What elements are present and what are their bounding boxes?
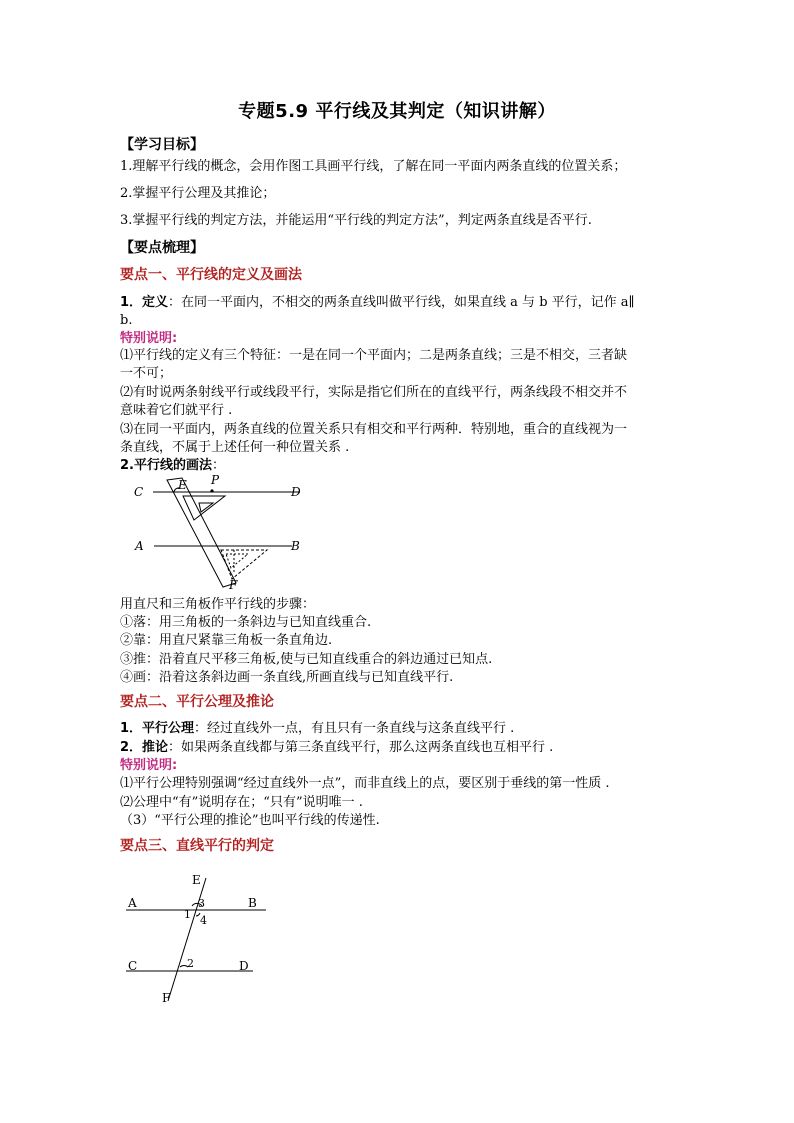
label-c: C <box>134 485 144 499</box>
kp2-axiom <box>120 720 680 738</box>
step-3: ③推：沿着直尺平移三角板,使与已知直线重合的斜边通过已知点. <box>120 652 493 667</box>
label-d: D <box>239 959 249 973</box>
corollary-text: ：如果两条直线都与第三条直线平行，那么这两条直线也互相平行 . <box>168 740 554 755</box>
step-4: ④画：沿着这条斜边画一条直线,所画直线与已知直线平行. <box>120 670 454 685</box>
transversal-figure <box>118 866 268 1006</box>
goals-heading: 【学习目标】 <box>120 137 204 153</box>
step-2: ②靠：用直尺紧靠三角板一条直角边. <box>120 633 333 648</box>
kp1-note-line-2: 一不可； <box>120 366 173 381</box>
kp1-note-line-5: ⑶在同一平面内，两条直线的位置关系只有相交和平行两种．特别地，重合的直线视为一 <box>120 422 628 437</box>
label-f: F <box>162 991 171 1005</box>
kp1-note-line-4: 意味着它们就平行 . <box>120 403 233 418</box>
kp1-note-line-6: 条直线，不属于上述任何一种位置关系 . <box>120 440 350 455</box>
angle-2: 2 <box>187 957 194 970</box>
label-d: D <box>291 485 301 499</box>
label-e: E <box>178 478 187 492</box>
kp1-note-line-1: ⑴平行线的定义有三个特征：一是在同一个平面内；二是两条直线；三是不相交，三者缺 <box>120 348 628 363</box>
kp1-note-line-3: ⑵有时说两条射线平行或线段平行，实际是指它们所在的直线平行，两条线段不相交并不 <box>120 385 628 400</box>
label-b: B <box>291 539 300 553</box>
steps-intro: 用直尺和三角板作平行线的步骤： <box>120 597 316 612</box>
point-p <box>210 489 213 492</box>
goal-item-2: 2.掌握平行公理及其推论； <box>120 186 276 201</box>
kp1-definition <box>120 294 680 312</box>
summary-heading: 【要点梳理】 <box>120 240 204 256</box>
definition-label: 1．定义 <box>120 295 169 310</box>
kp2-note-label: 特别说明: <box>120 758 178 773</box>
parallel-drawing-figure <box>120 470 320 595</box>
kp2-note-line-2: ⑵公理中“有”说明存在；“只有”说明唯一 . <box>120 795 363 810</box>
angle-1: 1 <box>184 908 191 921</box>
kp2-corollary <box>120 739 680 757</box>
set-square-bottom-inner <box>226 554 248 568</box>
kp1-heading: 要点一、平行线的定义及画法 <box>120 267 302 283</box>
angle-3: 3 <box>198 897 205 910</box>
kp2-note-line-3: （3）“平行公理的推论”也叫平行线的传递性. <box>120 813 380 828</box>
kp3-heading: 要点三、直线平行的判定 <box>120 838 274 854</box>
goal-item-3: 3.掌握平行线的判定方法，并能运用“平行线的判定方法”，判定两条直线是否平行. <box>120 213 592 228</box>
label-a: A <box>135 539 144 553</box>
label-c: C <box>128 959 138 973</box>
label-e: E <box>192 873 201 887</box>
step-1: ①落：用三角板的一条斜边与已知直线重合. <box>120 615 372 630</box>
definition-text: ：在同一平面内，不相交的两条直线叫做平行线，如果直线 a 与 b 平行，记作 a∥ <box>168 295 635 310</box>
page-title: 专题5.9 平行线及其判定（知识讲解） <box>238 101 556 122</box>
angle-4: 4 <box>200 914 207 927</box>
goal-item-1: 1.理解平行线的概念，会用作图工具画平行线，了解在同一平面内两条直线的位置关系； <box>120 159 627 174</box>
kp2-note-line-1: ⑴平行公理特别强调“经过直线外一点”，而非直线上的点，要区别于垂线的第一性质 . <box>120 776 610 791</box>
label-b: B <box>248 896 257 910</box>
corollary-label: 2．推论 <box>120 740 169 755</box>
set-square-top <box>183 496 225 520</box>
kp1-note-label: 特别说明: <box>120 331 178 346</box>
label-p: P <box>211 473 220 487</box>
kp2-heading: 要点二、平行公理及推论 <box>120 694 274 710</box>
label-a: A <box>128 896 137 910</box>
axiom-text: ：经过直线外一点，有且只有一条直线与这条直线平行 . <box>194 721 515 736</box>
label-f: F <box>229 578 238 592</box>
axiom-label: 1．平行公理 <box>120 721 195 736</box>
ruler-shape <box>167 478 236 587</box>
kp1-definition-cont: b. <box>120 313 133 328</box>
drawing-method-label: 2.平行线的画法： <box>120 458 225 473</box>
